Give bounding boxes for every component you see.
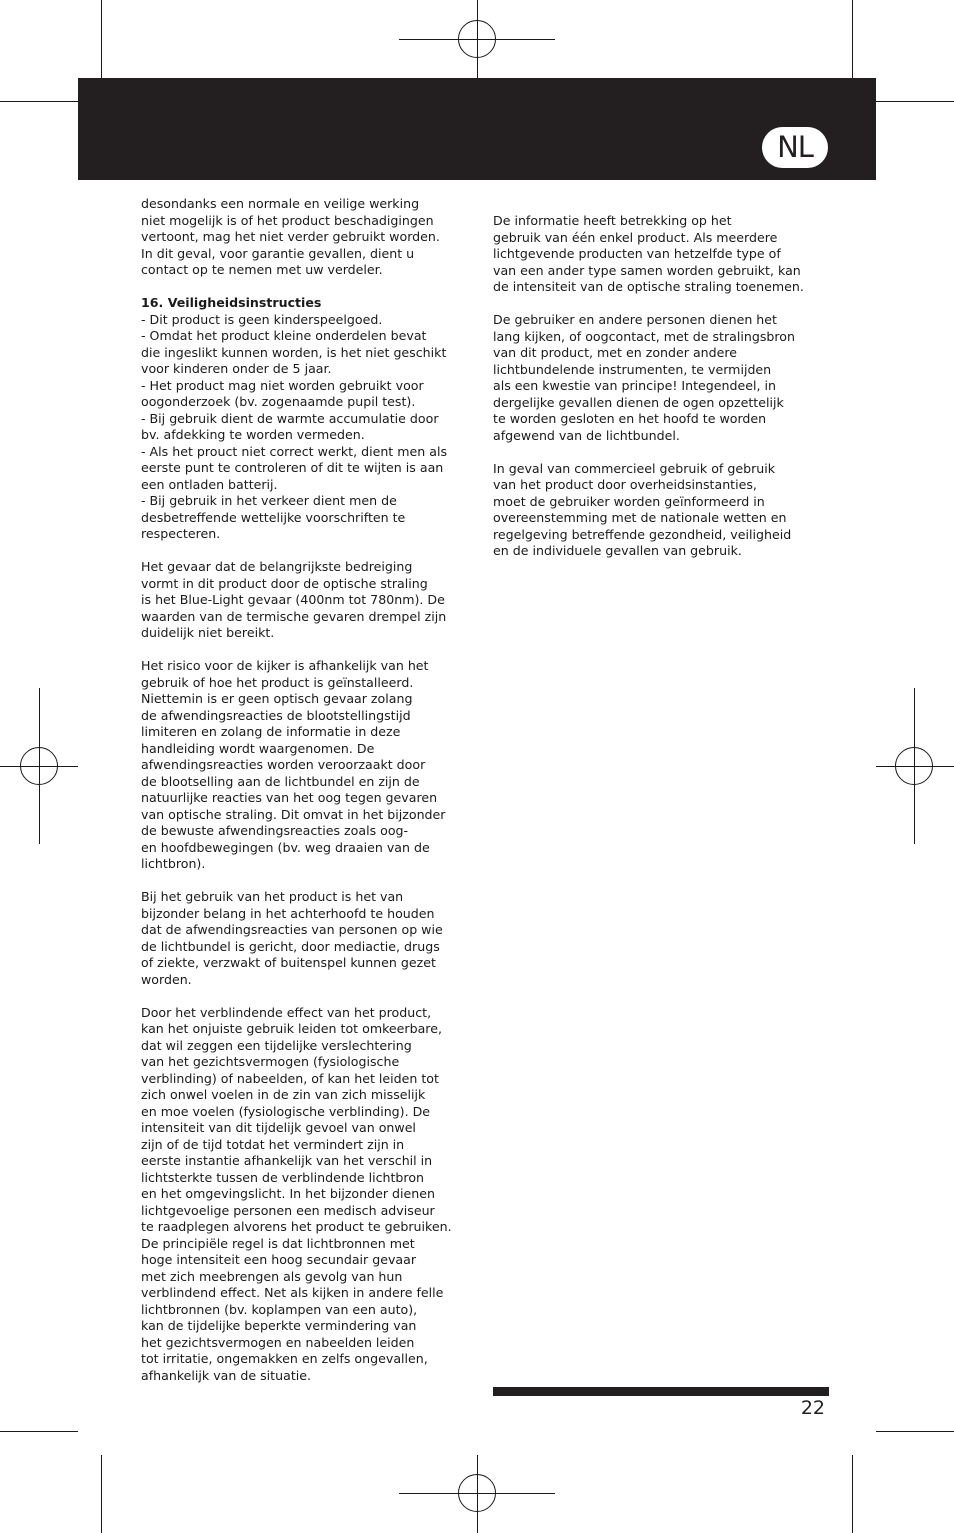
right-column — [493, 213, 833, 576]
page-number: 22 — [800, 1397, 825, 1419]
safety-instructions-list: - Dit product is geen kinderspeelgoed. - Omdat het product kleine onderdelen bevat die ingeslikt kunnen worden, is het niet geschikt voor kinderen onder de 5 jaar. - Het product mag niet worden gebruikt voor oogonderzoek (bv. zogenaamde pupil test). - Bij gebruik dient de warmte accumulatie door bv. afdekking te worden vermeden. - Als het prouct niet correct werkt, dient men als eerste punt te controleren of dit te wijten is aan een ontladen batterij. - Bij gebruik in het verkeer dient men de desbetreffende wettelijke voorschriften te respecteren. — [141, 311, 448, 541]
language-badge: NL — [762, 127, 828, 168]
left-column — [141, 196, 481, 1401]
crop-mark-top-right-h — [876, 101, 954, 102]
crop-mark-top-left-v — [101, 0, 102, 78]
section-heading: 16. Veiligheidsinstructies — [141, 295, 322, 310]
crop-mark-bottom-right-v — [852, 1455, 853, 1533]
registration-mark-right-circle — [895, 747, 933, 785]
crop-mark-bottom-right-h — [876, 1431, 954, 1432]
paragraph: De informatie heeft betrekking op het gebruik van één enkel product. Als meerdere lichtgevende producten van hetzelfde type of van een ander type samen worden gebruikt, kan de intensiteit van de optische straling toenemen. — [493, 213, 804, 294]
crop-mark-top-right-v — [852, 0, 853, 78]
paragraph: desondanks een normale en veilige werking niet mogelijk is of het product beschadigingen vertoont, mag het niet verder gebruikt worden. In dit geval, voor garantie gevallen, dient u contact op te nemen met uw verdeler. — [141, 196, 440, 277]
crop-mark-top-left-h — [0, 101, 78, 102]
footer-rule — [493, 1387, 829, 1396]
registration-mark-top-circle — [458, 20, 496, 58]
paragraph: In geval van commercieel gebruik of gebruik van het product door overheidsinstanties, moet de gebruiker worden geïnformeerd in overeenstemming met de nationale wetten en regelgeving betreffende gezondheid, veiligheid en de individuele gevallen van gebruik. — [493, 460, 792, 558]
paragraph: Bij het gebruik van het product is het van bijzonder belang in het achterhoofd te houden dat de afwendingsreacties van personen op wie de lichtbundel is gericht, door mediactie, drugs of ziekte, verzwakt of buitenspel kunnen gezet worden. — [141, 889, 443, 987]
paragraph: De gebruiker en andere personen dienen het lang kijken, of oogcontact, met de stralingsbron van dit product, met en zonder andere lichtbundelende instrumenten, te vermijden als een kwestie van principe! Integendeel, in dergelijke gevallen dienen de ogen opzettelijk te worden gesloten en het hoofd te worden afgewend van de lichtbundel. — [493, 312, 795, 443]
header-band — [78, 78, 876, 180]
paragraph: Door het verblindende effect van het product, kan het onjuiste gebruik leiden tot omkeerbare, dat wil zeggen een tijdelijke verslechtering van het gezichtsvermogen (fysiologische verblinding) of nabeelden, of kan het leiden tot zich onwel voelen in de zin van zich misselijk en moe voelen (fysiologische verblinding). De intensiteit van dit tijdelijk gevoel van onwel zijn of de tijd totdat het vermindert zijn in eerste instantie afhankelijk van het verschil in lichtsterkte tussen de verblindende lichtbron en het omgevingslicht. In het bijzonder dienen lichtgevoelige personen een medisch adviseur te raadplegen alvorens het product te gebruiken. De principiële regel is dat lichtbronnen met hoge intensiteit een hoog secundair gevaar met zich meebrengen als gevolg van hun verblindend effect. Net als kijken in andere felle lichtbronnen (bv. koplampen van een auto), kan de tijdelijke beperkte vermindering van het gezichtsvermogen en nabeelden leiden tot irritatie, ongemakken en zelfs ongevallen, afhankelijk van de situatie. — [141, 1004, 452, 1383]
crop-mark-bottom-left-v — [101, 1455, 102, 1533]
paragraph: Het risico voor de kijker is afhankelijk van het gebruik of hoe het product is geïnstalleerd. Niettemin is er geen optisch gevaar zolang de afwendingsreacties de blootstellingstijd limiteren en zolang de informatie in deze handleiding wordt waargenomen. De afwendingsreacties worden veroorzaakt door de blootselling aan de lichtbundel en zijn de natuurlijke reacties van het oog tegen gevaren van optische straling. Dit omvat in het bijzonder de bewuste afwendingsreacties zoals oog- en hoofdbewegingen (bv. weg draaien van de lichtbron). — [141, 658, 446, 871]
crop-mark-bottom-left-h — [0, 1431, 78, 1432]
registration-mark-bottom-circle — [458, 1474, 496, 1512]
paragraph: Het gevaar dat de belangrijkste bedreiging vormt in dit product door de optische straling is het Blue-Light gevaar (400nm tot 780nm). De waarden van de termische gevaren drempel zijn duidelijk niet bereikt. — [141, 559, 447, 640]
registration-mark-left-circle — [20, 747, 58, 785]
